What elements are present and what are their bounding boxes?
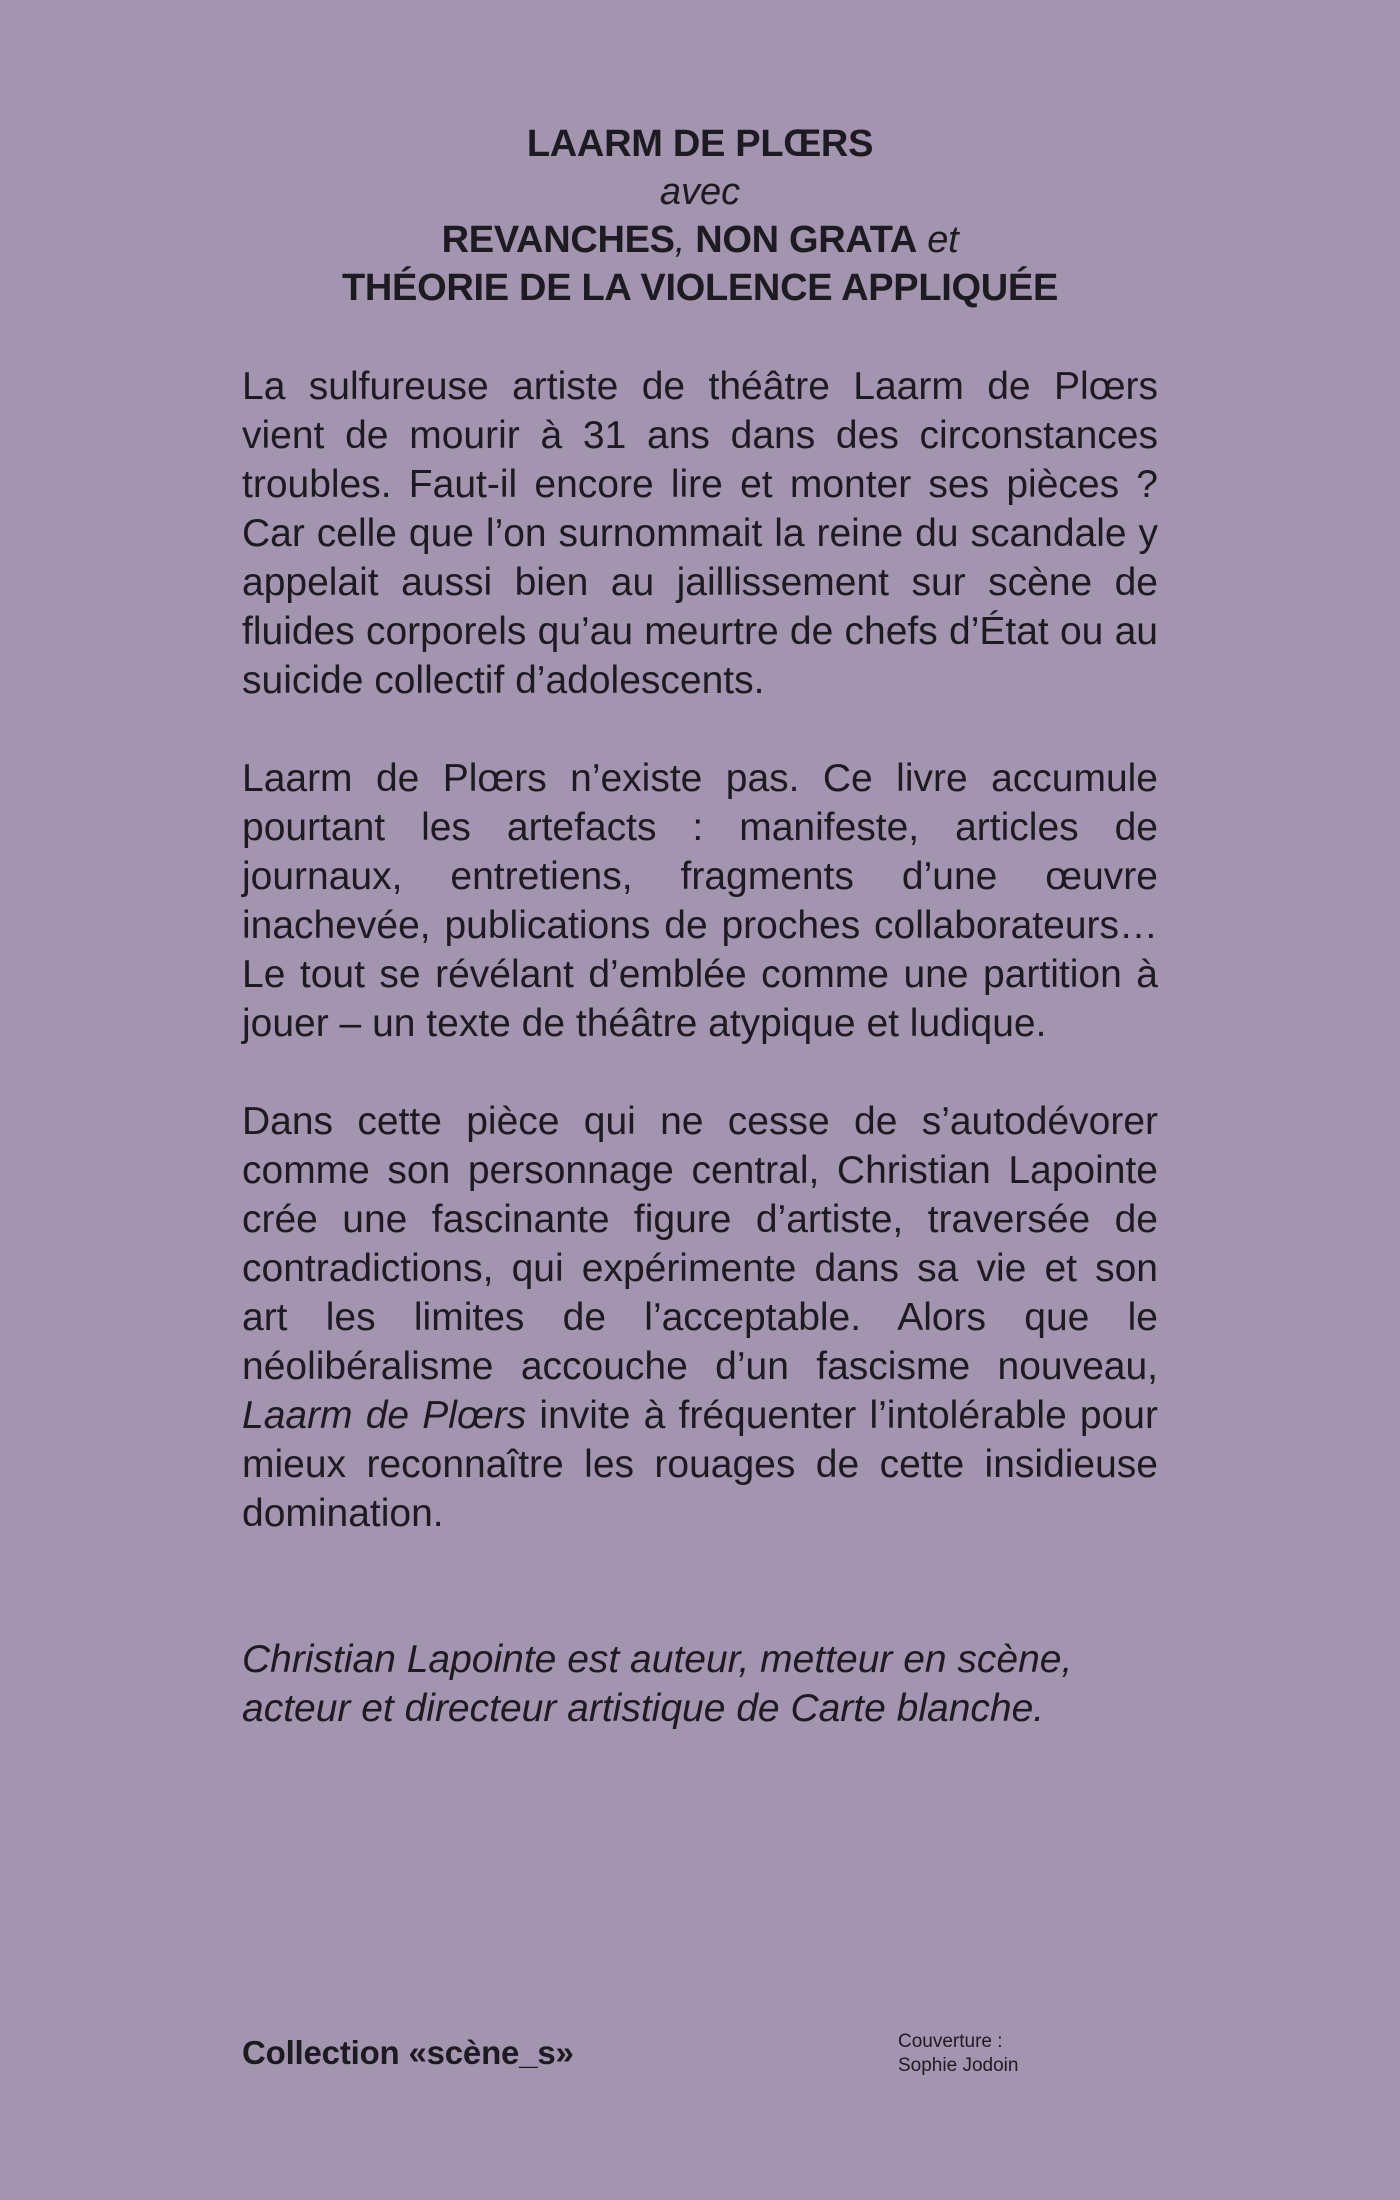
blurb xyxy=(242,362,1158,1538)
blurb-paragraph-2: Laarm de Plœrs n’existe pas. Ce livre accumule pourtant les artefacts : manifeste, articles de journaux, entretiens, fragments d’une œuvre inachevée, publications de proches collaborateurs… Le tout se révélant d’emblée comme une partition à jouer – un texte de théâtre atypique et ludique. xyxy=(242,757,1158,1045)
cover-credits xyxy=(898,2030,1018,2078)
title-et: et xyxy=(917,219,959,261)
author-bio-line-2: acteur et directeur artistique de Carte blanche. xyxy=(242,1687,1045,1730)
blurb-paragraph-3-start: Dans cette pièce qui ne cesse de s’autodévorer comme son personnage central, Christian Lapointe crée une fascinante figure d’artiste, traversée de contradictions, qui expérimente dans sa vie et son art les limites de l’acceptable. Alors que le néolibéralisme accouche d’un fascisme nouveau, xyxy=(242,1100,1158,1388)
title-avec: avec xyxy=(659,171,741,213)
title-separator: , xyxy=(674,219,696,261)
cover-artist: Sophie Jodoin xyxy=(898,2055,1019,2076)
blurb-book-title: Laarm de Plœrs xyxy=(242,1394,527,1437)
blurb-paragraph-3-end: invite à fréquenter l’intolérable pour mieux reconnaître les rouages de cette insidieuse domination. xyxy=(242,1394,1158,1535)
author-bio xyxy=(242,1635,1158,1733)
title-theorie: THÉORIE DE LA VIOLENCE APPLIQUÉE xyxy=(342,267,1058,309)
back-cover xyxy=(242,120,1158,1733)
title-non-grata: NON GRATA xyxy=(695,219,917,261)
cover-label: Couverture : xyxy=(898,2031,1003,2052)
collection-name: Collection «scène_s» xyxy=(242,2034,574,2071)
author-bio-line-1: Christian Lapointe est auteur, metteur en scène, xyxy=(242,1638,1073,1681)
title-block xyxy=(242,120,1158,312)
title-line-companions xyxy=(242,216,1158,264)
title-revanches: REVANCHES xyxy=(441,219,675,261)
blurb-paragraph-3 xyxy=(242,1097,1158,1538)
footer xyxy=(242,2030,1158,2090)
main-title: LAARM DE PLŒRS xyxy=(526,123,874,165)
blurb-paragraph-1: La sulfureuse artiste de théâtre Laarm de Plœrs vient de mourir à 31 ans dans des circonstances troubles. Faut-il encore lire et monter ses pièces ? Car celle que l’on surnommait la reine du scandale y appelait aussi bien au jaillissement sur scène de fluides corporels qu’au meurtre de chefs d’État ou au suicide collectif d’adolescents. xyxy=(242,365,1158,702)
